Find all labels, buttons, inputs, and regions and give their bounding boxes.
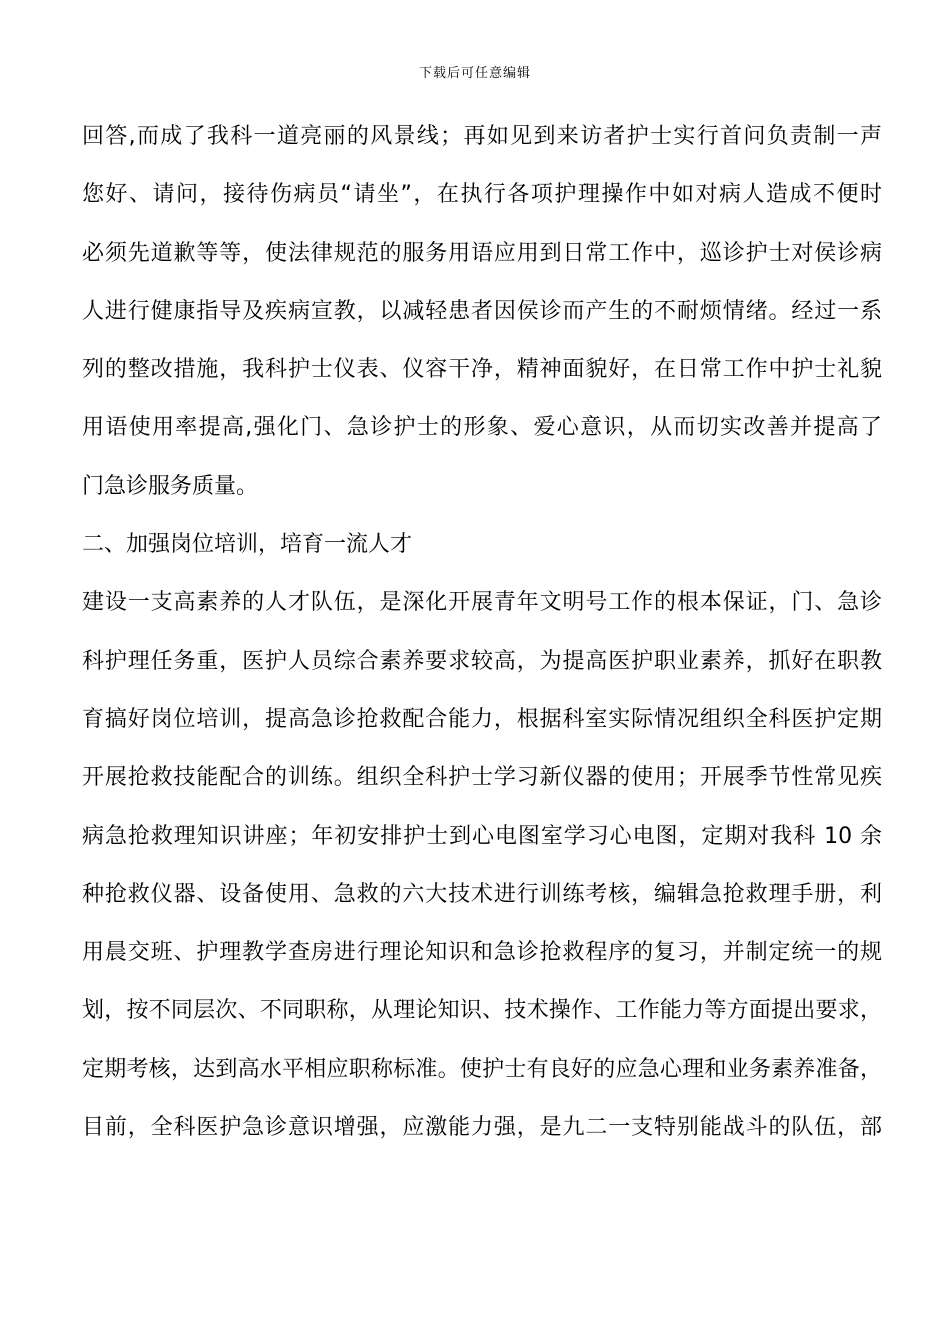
text-line: 必须先道歉等等，使法律规范的服务用语应用到日常工作中，巡诊护士对侯诊病: [82, 240, 882, 266]
text-line: 划，按不同层次、不同职称，从理论知识、技术操作、工作能力等方面提出要求，: [82, 998, 882, 1024]
text-line: 育搞好岗位培训，提高急诊抢救配合能力，根据科室实际情况组织全科医护定期: [82, 706, 882, 732]
text-line: 种抢救仪器、设备使用、急救的六大技术进行训练考核，编辑急抢救理手册，利: [82, 881, 882, 907]
text-line: 科护理任务重，医护人员综合素养要求较高，为提高医护职业素养，抓好在职教: [82, 648, 882, 674]
text-line: 定期考核，达到高水平相应职称标准。使护士有良好的应急心理和业务素养准备，: [82, 1056, 882, 1082]
text-line: 建设一支高素养的人才队伍，是深化开展青年文明号工作的根本保证，门、急诊: [82, 590, 882, 616]
text-line: 开展抢救技能配合的训练。组织全科护士学习新仪器的使用；开展季节性常见疾: [82, 765, 882, 791]
document-body: [82, 117, 882, 1166]
text-line: 病急抢救理知识讲座；年初安排护士到心电图室学习心电图，定期对我科 10 余: [82, 823, 882, 849]
text-line: 用晨交班、护理教学查房进行理论知识和急诊抢救程序的复习，并制定统一的规: [82, 940, 882, 966]
text-line: 目前，全科医护急诊意识增强，应激能力强，是九二一支特别能战斗的队伍，部: [82, 1115, 882, 1141]
section-heading: 二、加强岗位培训，培育一流人才: [82, 532, 413, 558]
text-line: 列的整改措施，我科护士仪表、仪容干净，精神面貌好，在日常工作中护士礼貌: [82, 357, 882, 383]
text-line: 人进行健康指导及疾病宣教，以减轻患者因侯诊而产生的不耐烦情绪。经过一系: [82, 298, 882, 324]
text-line: 用语使用率提高,强化门、急诊护士的形象、爱心意识，从而切实改善并提高了: [82, 415, 882, 441]
text-line: 回答,而成了我科一道亮丽的风景线；再如见到来访者护士实行首问负责制一声: [82, 124, 882, 149]
page-header: 下载后可任意编辑: [418, 66, 531, 81]
text-line: 您好、请问，接待伤病员“请坐”，在执行各项护理操作中如对病人造成不便时: [82, 182, 882, 208]
text-line: 门急诊服务质量。: [82, 473, 259, 499]
